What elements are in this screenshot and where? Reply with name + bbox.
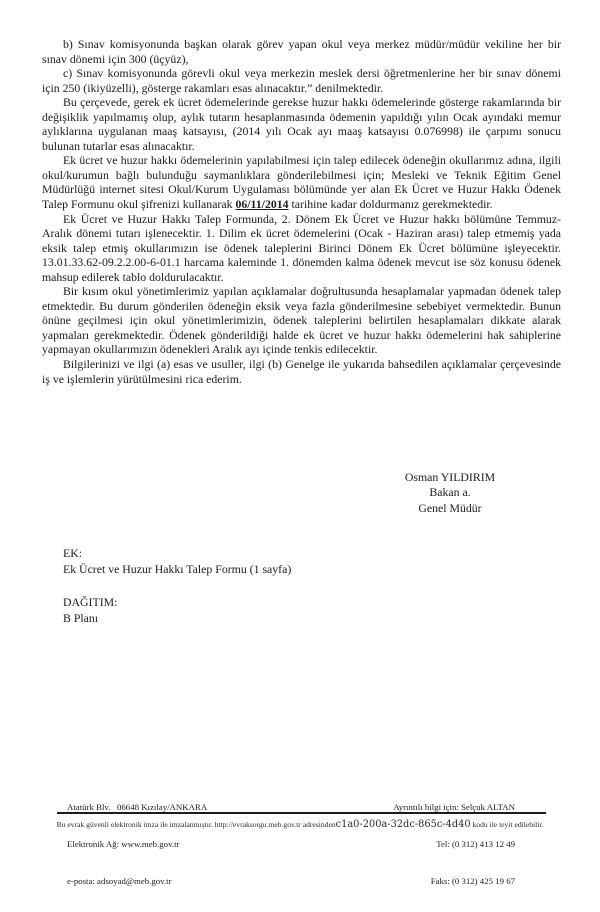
paragraph-deadline bbox=[42, 153, 561, 211]
footer-contact-block bbox=[393, 776, 515, 912]
verification-disclaimer bbox=[0, 819, 600, 830]
distribution-block bbox=[63, 594, 117, 627]
address-line: Atatürk Blv. 06648 Kızılay/ANKARA bbox=[67, 801, 208, 812]
disclaimer-text-pre: Bu evrak güvenli elektronik imza ile imzalanmıştır. http://evraksorgu.meb.gov.tr adresinden bbox=[56, 820, 336, 829]
paragraph-form-instructions bbox=[42, 212, 561, 285]
fax-line: Faks: (0 312) 425 19 67 bbox=[430, 876, 515, 887]
phone-line: Tel: (0 312) 413 12 49 bbox=[436, 839, 515, 850]
footer-address-block bbox=[67, 776, 207, 912]
paragraph-text-pre: Ek ücret ve huzur hakkı ödemelerinin yapılabilmesi için talep edilecek ödeneğin okullarımız adına, ilgili okul/kurumun bağlı bulunduğu saymanlıklara gönderilebilmesi için; Mesleki ve Teknik Eğitim Genel Müdürlüğü internet sitesi Okul/Kurum Uygulaması bölümünde yer alan Ek Ücret ve Huzur Hakkı Ödenek Talep Formunu okul şifrenizi kullanarak bbox=[42, 153, 561, 212]
paragraph-text: b) Sınav komisyonunda başkan olarak görev yapan okul veya merkez müdür/müdür vekiline her bir sınav dönemi için 300 (üçyüz), bbox=[42, 37, 561, 66]
paragraph-text: c) Sınav komisyonunda görevli okul veya merkezin meslek dersi öğretmenlerine her bir sınav dönemi için 250 (ikiyüzelli), gösterge rakamları esas alınacaktır.” denilmektedir. bbox=[42, 66, 561, 95]
deadline-date: 06/11/2014 bbox=[235, 197, 289, 212]
signer-title-role: Genel Müdür bbox=[418, 500, 482, 515]
signature-block bbox=[330, 470, 570, 516]
paragraph-item-b bbox=[42, 37, 561, 66]
distribution-item: B Planı bbox=[63, 611, 99, 626]
paragraph-text-post: tarihine kadar doldurmanız gerekmektedir. bbox=[288, 197, 493, 212]
paragraph-text: Bu çerçevede, gerek ek ücret ödemelerinde gerekse huzur hakkı ödemelerinde gösterge rakamlarında bir değişiklik yapılmamış olup, aylık tutarın hesaplanmasında ödemenin yapıldığı yılın Ocak ayındaki memur aylıklarına uygulanan maaş katsayısı, (2014 yılı Ocak ayı maaş katsayısı 0.076998) ile çarpımı sonucu bulunan tutarlar esas alınacaktır. bbox=[42, 95, 561, 153]
attachment-item: Ek Ücret ve Huzur Hakkı Talep Formu (1 sayfa) bbox=[63, 562, 292, 577]
paragraph-text: Ek Ücret ve Huzur Hakkı Talep Formunda, 2. Dönem Ek Ücret ve Huzur hakkı bölümüne Temmuz-Aralık dönemi tutarı işlenecektir. 1. Dilim ek ücret ödemelerini (Ocak - Haziran arası) talep etmemiş yada eksik talep etmiş okullarımızın ise ödenek taleplerini Birinci Dönem Ek Ücret bölümüne işleyecektir. 13.01.33.62-09.2.2.00-6-01.1 harcama kaleminde 1. dönemden kalma ödenek mevcut ise söz konusu ödenek mahsup edilerek tablo doldurulacaktır. bbox=[42, 211, 561, 284]
footer-divider bbox=[57, 812, 546, 814]
paragraph-text: Bilgilerinizi ve ilgi (a) esas ve usuller, ilgi (b) Genelge ile yukarıda bahsedilen açıklamalar çerçevesinde iş ve işlemlerin yürütülmesini rica ederim. bbox=[42, 357, 561, 386]
letter-body bbox=[42, 37, 561, 386]
attachments-block bbox=[63, 545, 291, 578]
paragraph-text: Bir kısım okul yönetimlerimiz yapılan açıklamalar doğrultusunda hesaplamalar yapmadan ödenek talep etmektedir. Bu durum gönderilen ödeneğin eksik veya fazla gönderilmesine sebebiyet vermektedir. Bunun önüne geçilmesi için okul yönetimlerimizin, ödenek taleplerini belirtilen hesaplamaları dikkate alarak yapmaları gerekmektedir. Ödenek gönderildiği halde ek ücret ve huzur hakkı ödemelerini hak sahiplerine yapmayan okullarımızın ödenekleri Aralık ayı içinde tenkis edilecektir. bbox=[42, 284, 561, 357]
distribution-label: DAĞITIM: bbox=[63, 595, 118, 609]
paragraph-coefficient bbox=[42, 95, 561, 153]
signer-title-deputy: Bakan a. bbox=[429, 485, 471, 500]
paragraph-item-c bbox=[42, 66, 561, 95]
paragraph-closing bbox=[42, 357, 561, 386]
paragraph-warning bbox=[42, 284, 561, 357]
website-line: Elektronik Ağ: www.meb.gov.tr bbox=[67, 839, 180, 850]
disclaimer-text-post: kodu ile teyit edilebilir. bbox=[470, 820, 544, 829]
verification-code: c1a0-200a-32dc-865c-4d40 bbox=[335, 819, 471, 830]
signer-name: Osman YILDIRIM bbox=[404, 470, 496, 484]
attachments-label: EK: bbox=[63, 546, 83, 560]
contact-person-line: Ayrıntılı bilgi için: Selçuk ALTAN bbox=[393, 801, 515, 812]
email-line: e-posta: adsoyad@meb.gov.tr bbox=[67, 876, 172, 887]
